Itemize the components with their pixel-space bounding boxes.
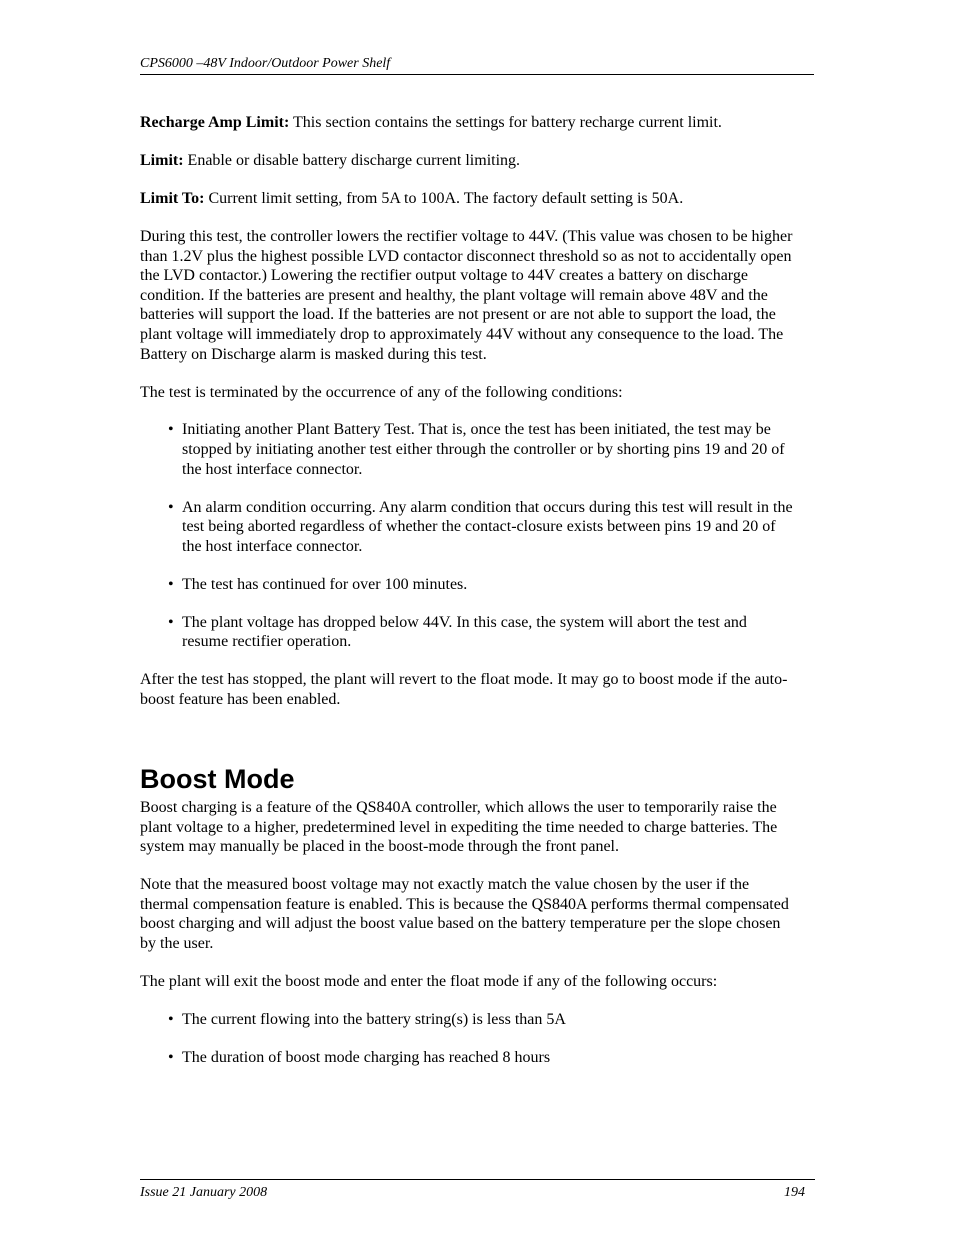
- page-header: [140, 55, 814, 75]
- list-item: [168, 1010, 794, 1030]
- boost-note-paragraph: Note that the measured boost voltage may not exactly match the value chosen by the user if the thermal compensation feature is enabled. This is because the QS840A performs thermal compensated boost charging and will adjust the boost value based on the battery temperature per the slope chosen by the user.: [140, 876, 789, 952]
- term-label: Limit To:: [140, 189, 205, 207]
- termination-intro-paragraph: The test is terminated by the occurrence of any of the following conditions:: [140, 383, 623, 401]
- list-item-text: The plant voltage has dropped below 44V. In this case, the system will abort the test and resume rectifier operation.: [182, 613, 747, 651]
- term-label: Recharge Amp Limit:: [140, 114, 290, 131]
- footer-issue: Issue 21 January 2008: [140, 1185, 268, 1200]
- page-number: 194: [784, 1185, 805, 1200]
- term-description: Current limit setting, from 5A to 100A. The factory default setting is 50A.: [204, 189, 684, 207]
- limit-to-paragraph: [140, 189, 800, 209]
- bullet-icon: •: [168, 1010, 174, 1028]
- list-item-text: The current flowing into the battery string(s) is less than 5A: [182, 1010, 566, 1028]
- list-item-text: The duration of boost mode charging has reached 8 hours: [182, 1048, 551, 1066]
- term-description: Enable or disable battery discharge current limiting.: [183, 151, 521, 169]
- bullet-icon: •: [168, 498, 174, 516]
- list-item: [168, 498, 794, 557]
- test-description-paragraph: During this test, the controller lowers the rectifier voltage to 44V. (This value was chosen to be higher than 1.2V plus the highest possible LVD contactor disconnect threshold so as not to accidentally open the LVD contactor.) Lowering the rectifier output voltage to 44V creates a battery on discharge condition. If the batteries are present and healthy, the plant voltage will remain above 48V and the batteries will support the load. If the batteries are not present or are not able to support the load, the plant voltage will immediately drop to approximately 44V without any consequence to the load. The Battery on Discharge alarm is masked during this test.: [140, 227, 793, 363]
- term-description: This section contains the settings for battery recharge current limit.: [289, 114, 722, 131]
- bullet-icon: •: [168, 1048, 174, 1066]
- term-label: Limit:: [140, 151, 184, 169]
- document-page: [140, 0, 815, 1235]
- boost-description-paragraph: Boost charging is a feature of the QS840A controller, which allows the user to temporarily raise the plant voltage to a higher, predetermined level in expediting the time needed to charge batteries. The system may manually be placed in the boost-mode through the front panel.: [140, 798, 778, 856]
- section-spacer: [140, 728, 800, 764]
- section-heading-boost-mode: Boost Mode: [140, 763, 295, 794]
- list-item-text: An alarm condition occurring. Any alarm condition that occurs during this test will result in the test being aborted regardless of whether the contact-closure exists between pins 19 and 20 of the host interface connector.: [182, 498, 793, 555]
- limit-paragraph: [140, 151, 800, 171]
- boost-exit-intro-paragraph: The plant will exit the boost mode and enter the float mode if any of the following occurs:: [140, 972, 718, 990]
- after-test-paragraph: After the test has stopped, the plant will revert to the float mode. It may go to boost mode if the auto-boost feature has been enabled.: [140, 671, 788, 708]
- boost-exit-conditions-list: [140, 1010, 800, 1068]
- list-item: [168, 420, 794, 479]
- bullet-icon: •: [168, 613, 174, 631]
- page-content: [140, 113, 800, 1086]
- termination-conditions-list: [140, 420, 800, 652]
- list-item-text: Initiating another Plant Battery Test. That is, once the test has been initiated, the test may be stopped by initiating another test either through the controller or by shorting pins 19 and 20 of the host interface connector.: [182, 421, 785, 478]
- recharge-amp-limit-paragraph: [140, 113, 800, 133]
- list-item: [168, 575, 794, 595]
- list-item: [168, 1048, 794, 1068]
- page-footer: [140, 1179, 815, 1200]
- list-item-text: The test has continued for over 100 minutes.: [182, 575, 468, 593]
- bullet-icon: •: [168, 575, 174, 593]
- header-title: CPS6000 –48V Indoor/Outdoor Power Shelf: [140, 56, 391, 71]
- bullet-icon: •: [168, 421, 174, 439]
- list-item: [168, 613, 794, 652]
